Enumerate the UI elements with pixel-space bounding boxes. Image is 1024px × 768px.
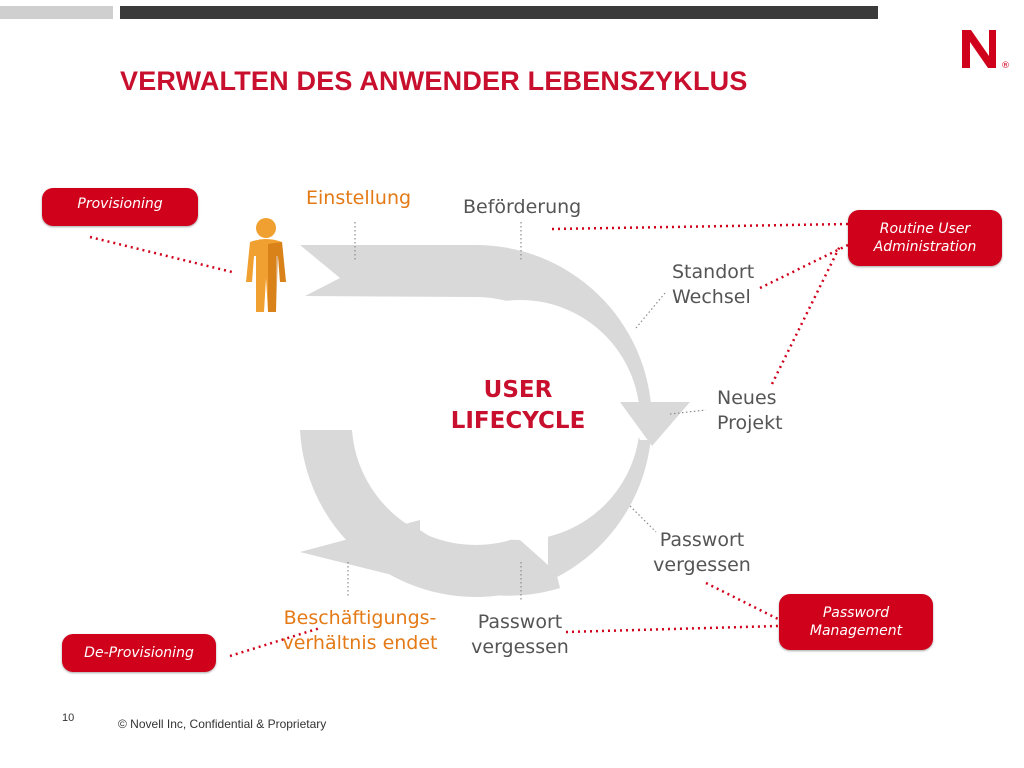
password-management-line2: Management (809, 623, 903, 639)
stage-passwort-bottom-line1: Passwort (477, 611, 563, 633)
logo-registered-mark: ® (1001, 61, 1010, 71)
stage-beschaeftigung-endet (272, 606, 448, 656)
stage-passwort-vergessen-right (650, 528, 754, 578)
de-provisioning-label: De-Provisioning (84, 645, 194, 661)
person-icon (246, 218, 286, 312)
stage-neues-projekt (717, 386, 783, 436)
stage-befoerderung: Beförderung (463, 196, 582, 218)
stage-standort-line1: Standort (672, 261, 755, 283)
stage-neues-line1: Neues (717, 387, 777, 409)
routine-user-admin-line2: Administration (873, 239, 977, 255)
provisioning-callout (42, 188, 198, 226)
center-line-1: USER (483, 377, 553, 403)
stage-standort-line2: Wechsel (672, 286, 751, 308)
slide-number: 10 (62, 712, 75, 724)
slide-title: VERWALTEN DES ANWENDER LEBENSZYKLUS (120, 66, 748, 96)
stage-passwort-bottom-line2: vergessen (471, 636, 569, 658)
stage-neues-line2: Projekt (717, 412, 783, 434)
stage-passwort-right-line1: Passwort (659, 529, 745, 551)
password-management-line1: Password (822, 605, 890, 621)
routine-user-admin-callout (848, 210, 1002, 266)
stage-beschaeftigung-line2: verhältnis endet (282, 632, 438, 654)
password-management-callout (779, 594, 933, 650)
stage-standort-wechsel (672, 260, 754, 310)
center-label (428, 375, 608, 437)
stage-einstellung: Einstellung (306, 187, 412, 209)
stage-beschaeftigung-line1: Beschäftigungs- (283, 607, 437, 629)
center-line-2: LIFECYCLE (450, 408, 586, 434)
stage-passwort-right-line2: vergessen (653, 554, 751, 576)
de-provisioning-callout (62, 634, 216, 672)
routine-user-admin-line1: Routine User (879, 221, 971, 237)
copyright-notice: © Novell Inc, Confidential & Proprietary (118, 717, 327, 731)
stage-passwort-vergessen-bottom (468, 610, 572, 660)
provisioning-label: Provisioning (77, 196, 163, 212)
